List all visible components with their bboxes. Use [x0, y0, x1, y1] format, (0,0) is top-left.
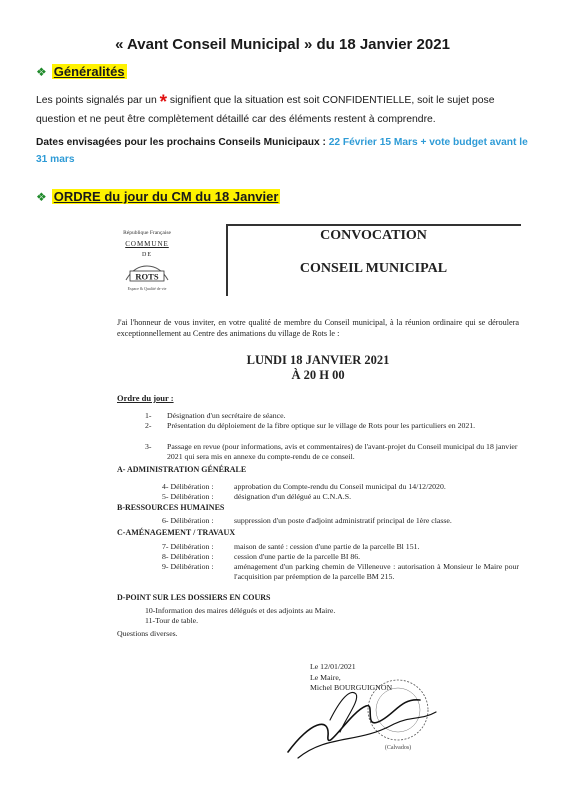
- meeting-date: LUNDI 18 JANVIER 2021: [246, 353, 390, 367]
- section-b-heading: B-RESSOURCES HUMAINES: [117, 503, 225, 512]
- section-d-heading: D-POINT SUR LES DOSSIERS EN COURS: [117, 593, 271, 602]
- meeting-time: À 20 H 00: [291, 368, 345, 382]
- item-text: Présentation du déploiement de la fibre optique sur le village de Rots pour les particuliers en 2021.: [167, 421, 476, 430]
- deliberation-label: 8- Délibération :: [162, 552, 214, 561]
- deliberation-label: 5- Délibération :: [162, 492, 214, 501]
- conseil-municipal-title: CONSEIL MUNICIPAL: [299, 261, 448, 276]
- item-text: 10-Information des maires délégués et des adjoints au Maire.: [145, 606, 336, 615]
- convocation-intro: J'ai l'honneur de vous inviter, en votre qualité de membre du Conseil municipal, à la réunion ordinaire qui se déroulera exceptionnellement au Centre des animations du village de Rots le :: [117, 318, 519, 338]
- rots-logo-icon: [122, 263, 172, 285]
- deliberation-text: aménagement d'un parking chemin de Villeneuve : autorisation à Monsieur le Maire pour l'acquisition par préemption de la parcelle BM 215.: [234, 562, 519, 582]
- deliberation-text: désignation d'un délégué au C.N.A.S.: [234, 492, 352, 501]
- item-text: Désignation d'un secrétaire de séance.: [167, 411, 286, 420]
- ordre-heading: ORDRE du jour du CM du 18 Janvier: [53, 189, 279, 204]
- generalites-paragraph: [36, 88, 536, 129]
- paragraph-text-start: Les points signalés par un: [36, 95, 160, 106]
- convocation-title: CONVOCATION: [320, 228, 427, 243]
- deliberation-text: suppression d'un poste d'adjoint administratif principal de 1ère classe.: [234, 516, 452, 525]
- deliberation-label: 6- Délibération :: [162, 516, 214, 525]
- item-number: 1-: [145, 411, 152, 420]
- deliberation-label: 9- Délibération :: [162, 562, 214, 571]
- item-number: 3-: [145, 442, 152, 451]
- stamp-text: (Calvados): [384, 745, 412, 751]
- signature-date: Le 12/01/2021: [310, 662, 356, 671]
- commune-label: COMMUNE: [125, 240, 169, 248]
- section-c-heading: C-AMÉNAGEMENT / TRAVAUX: [117, 528, 236, 537]
- paragraph-text-end: signifient que la situation est soit CONFIDENTIELLE, soit le sujet pose question et ne peut être complètement détaillé car des éléments restent à comprendre.: [36, 95, 495, 125]
- deliberation-label: 4- Délibération :: [162, 482, 214, 491]
- item-text: Passage en revue (pour informations, avis et commentaires) de l'avant-projet du Conseil municipal du 18 janvier 2021 qui sera mis en annexe du compte-rendu de ce conseil.: [167, 442, 518, 461]
- generalites-heading-row: [36, 64, 127, 79]
- signature-name: Michel BOURGUIGNON: [310, 683, 393, 692]
- diamond-bullet-icon: ❖: [36, 189, 47, 204]
- item-text: 11-Tour de table.: [145, 616, 199, 625]
- de-label: DE: [142, 252, 152, 258]
- signature-block: [310, 662, 392, 694]
- ordre-du-jour-label: Ordre du jour :: [117, 393, 174, 403]
- rots-motto: Espace & Qualité de vie: [127, 286, 167, 291]
- dates-value: 22 Février 15 Mars + vote budget avant le 31 mars: [36, 137, 528, 165]
- republique-label: République Française: [123, 230, 171, 236]
- asterisk-icon: *: [159, 92, 168, 113]
- diamond-bullet-icon: ❖: [36, 64, 47, 79]
- generalites-heading: Généralités: [53, 64, 125, 79]
- deliberation-text: approbation du Compte-rendu du Conseil municipal du 14/12/2020.: [234, 482, 446, 491]
- rots-logo-text: ROTS: [135, 271, 159, 282]
- ordre-heading-row: [36, 189, 280, 204]
- deliberation-text: cession d'une partie de la parcelle BI 86.: [234, 552, 361, 561]
- item-number: 2-: [145, 421, 152, 430]
- deliberation-text: maison de santé : cession d'une partie de la parcelle Bl 151.: [234, 542, 420, 551]
- dates-envisagees: [36, 134, 536, 168]
- dates-separator: :: [319, 137, 329, 148]
- questions-diverses: Questions diverses.: [117, 629, 178, 638]
- dates-label: Dates envisagées pour les prochains Conseils Municipaux: [36, 137, 320, 148]
- deliberation-label: 7- Délibération :: [162, 542, 214, 551]
- section-a-heading: A- ADMINISTRATION GÉNÉRALE: [117, 465, 247, 474]
- signature-role: Le Maire,: [310, 672, 341, 682]
- page-title: « Avant Conseil Municipal » du 18 Janvier 2021: [115, 36, 450, 53]
